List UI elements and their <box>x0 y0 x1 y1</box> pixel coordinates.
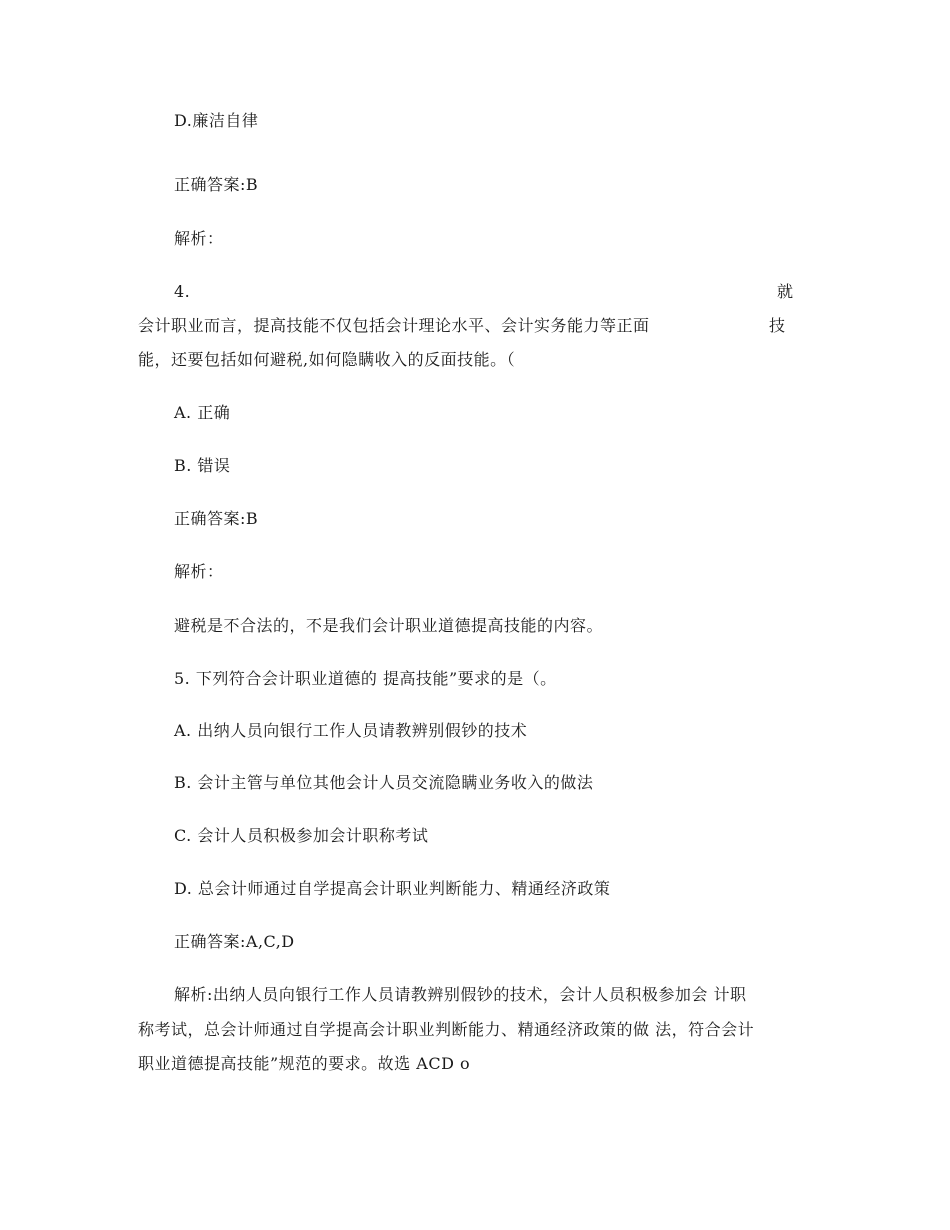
q4-explanation: 避税是不合法的，不是我们会计职业道德提高技能的内容。 <box>174 616 604 635</box>
q5-analysis-line-3: 职业道德提高技能”规范的要求。故选 ACD o <box>138 1054 471 1073</box>
q5-option-c: C. 会计人员积极参加会计职称考试 <box>174 826 429 845</box>
q5-analysis-line-2: 称考试，总会计师通过自学提高会计职业判断能力、精通经济政策的做 法，符合会计 <box>138 1020 755 1039</box>
q5-answer: 正确答案:A,C,D <box>174 932 295 951</box>
q4-option-a: A. 正确 <box>174 403 231 422</box>
q5-stem: 5. 下列符合会计职业道德的 提高技能”要求的是（。 <box>174 669 557 688</box>
q4-option-b: B. 错误 <box>174 456 231 475</box>
q4-stem-word-1: 就 <box>777 282 794 301</box>
q3-answer: 正确答案:B <box>174 175 259 194</box>
q4-answer: 正确答案:B <box>174 509 259 528</box>
q4-stem-line-3: 能，还要包括如何避税,如何隐瞒收入的反面技能。（ <box>138 350 516 369</box>
q5-option-b: B. 会计主管与单位其他会计人员交流隐瞒业务收入的做法 <box>174 773 594 792</box>
q4-stem-word-2: 技 <box>769 316 786 335</box>
q3-option-d: D.廉洁自律 <box>174 111 259 130</box>
q5-option-d: D. 总会计师通过自学提高会计职业判断能力、精通经济政策 <box>174 879 611 898</box>
q4-number: 4. <box>174 282 191 301</box>
q5-analysis-line-1: 解析:出纳人员向银行工作人员请教辨别假钞的技术，会计人员积极参加会 计职 <box>174 985 747 1004</box>
q4-stem-line-2: 会计职业而言，提高技能不仅包括会计理论水平、会计实务能力等正面 <box>138 316 650 335</box>
q3-analysis-label: 解析： <box>174 229 224 248</box>
q5-option-a: A. 出纳人员向银行工作人员请教辨别假钞的技术 <box>174 721 528 740</box>
q4-analysis-label: 解析： <box>174 562 224 581</box>
